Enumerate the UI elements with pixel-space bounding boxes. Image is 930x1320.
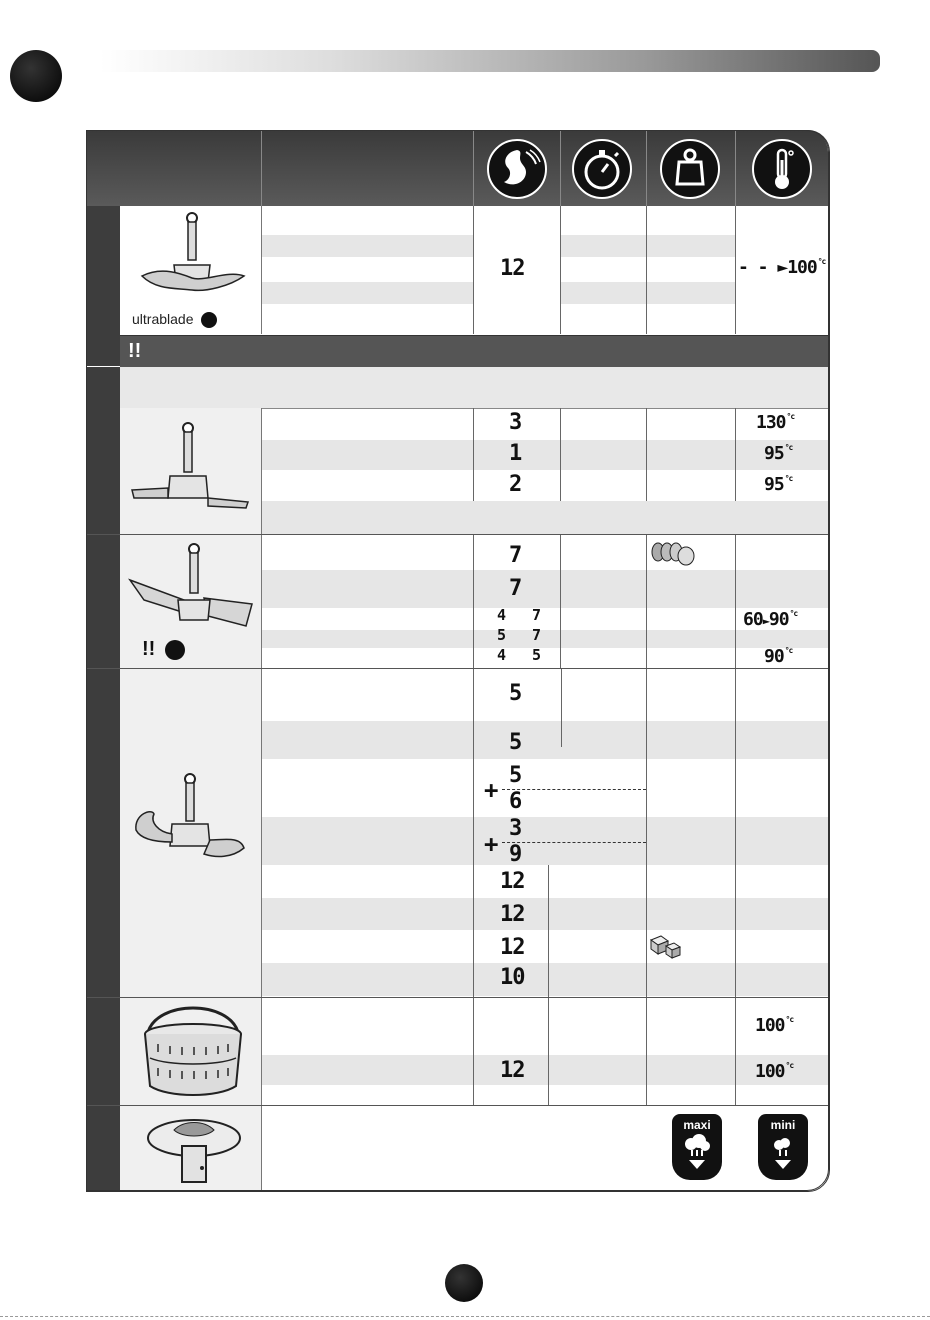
section-tab-ultrablade xyxy=(86,206,120,366)
slicer-speed-3a: 4 xyxy=(497,606,506,624)
slicer-speed-3b: 7 xyxy=(532,606,541,624)
kneader-speed-3: 2 xyxy=(509,472,522,497)
blade-plus-2: + xyxy=(484,830,498,858)
blade-icon xyxy=(132,770,250,865)
kneader-temp-2: $95^{^\circ c}$ xyxy=(764,443,793,464)
slicer-icon xyxy=(124,540,256,635)
basket-temp-2: $100^{^\circ c}$ xyxy=(755,1061,794,1082)
ice-cubes-icon xyxy=(648,932,684,960)
ultra-temp-value: - - $►100^{^\circ c}$ xyxy=(738,257,826,278)
kneader-icon xyxy=(128,418,253,518)
slicer-speed-5a: 4 xyxy=(497,646,506,664)
slicer-swirl-icon xyxy=(165,640,185,660)
slicer-warning: !! xyxy=(142,638,185,661)
section-tab-basket xyxy=(86,998,120,1105)
lid-icon xyxy=(144,1110,244,1186)
blade-speed-4b: 9 xyxy=(509,842,522,867)
section-tab-lid xyxy=(86,1106,120,1190)
slicer-speed-5b: 5 xyxy=(532,646,541,664)
blade-speed-5: 12 xyxy=(500,869,525,894)
blade-speed-3b: 6 xyxy=(509,789,522,814)
ultrablade-icon xyxy=(132,210,252,305)
blade-speed-7: 12 xyxy=(500,935,525,960)
slicer-temp-5: $90^{^\circ c}$ xyxy=(764,646,793,667)
section-tab-kneader xyxy=(86,367,120,534)
steam-button-maxi[interactable]: maxi xyxy=(672,1114,722,1180)
ultrablade-swirl-icon xyxy=(201,312,217,328)
blade-speed-2: 5 xyxy=(509,730,522,755)
blade-speed-6: 12 xyxy=(500,902,525,927)
timer-icon xyxy=(571,138,633,200)
ultrablade-brand: ultrablade xyxy=(132,311,217,328)
slicer-speed-4b: 7 xyxy=(532,626,541,644)
basket-temp-1: $100^{^\circ c}$ xyxy=(755,1015,794,1036)
blade-plus-1: + xyxy=(484,776,498,804)
kneader-speed-1: 3 xyxy=(509,410,522,435)
blade-speed-4a: 3 xyxy=(509,816,522,841)
chapter-badge xyxy=(10,50,62,102)
header-gradient-bar xyxy=(100,50,880,72)
slicer-speed-1: 7 xyxy=(509,543,522,568)
blade-speed-1: 5 xyxy=(509,681,522,706)
slicer-temp-range: $60►90^{^\circ c}$ xyxy=(743,609,798,630)
temperature-icon xyxy=(751,138,813,200)
bottom-dashed-line xyxy=(0,1316,930,1317)
slicer-speed-4a: 5 xyxy=(497,626,506,644)
blade-speed-8: 10 xyxy=(500,965,525,990)
weight-icon xyxy=(659,138,721,200)
basket-speed-2: 12 xyxy=(500,1058,525,1083)
page-number-badge xyxy=(445,1264,483,1302)
kneader-temp-1: $130^{^\circ c}$ xyxy=(756,412,795,433)
steam-cloud-icon xyxy=(680,1132,714,1172)
ultra-warning-bar: !! xyxy=(120,335,828,368)
blade-speed-3a: 5 xyxy=(509,763,522,788)
section-tab-blade xyxy=(86,669,120,997)
slicer-speed-2: 7 xyxy=(509,576,522,601)
kneader-temp-3: $95^{^\circ c}$ xyxy=(764,474,793,495)
steam-basket-icon xyxy=(138,1004,248,1100)
steam-cloud-small-icon xyxy=(766,1132,800,1172)
steam-button-mini[interactable]: mini xyxy=(758,1114,808,1180)
speed-icon xyxy=(486,138,548,200)
section-tab-whisk xyxy=(86,535,120,668)
kneader-speed-2: 1 xyxy=(509,441,522,466)
ultra-speed-value: 12 xyxy=(500,256,525,281)
vegetable-slices-icon xyxy=(650,540,700,568)
